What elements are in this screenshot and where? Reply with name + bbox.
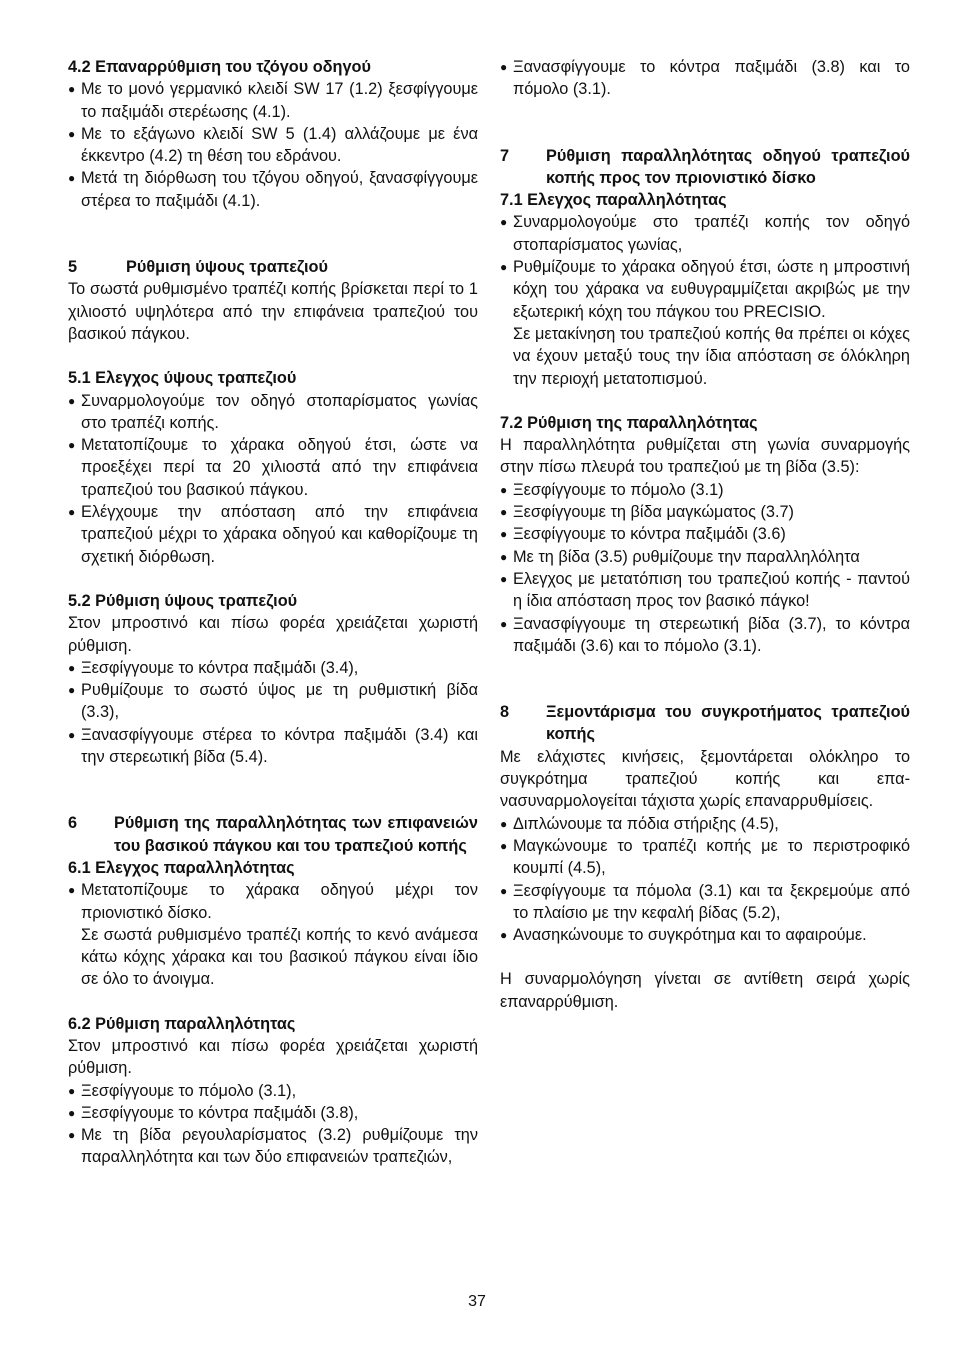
bullet-icon: ● [500,215,508,230]
list-item: ● Μαγκώνουμε το τραπέζι κοπής με το περιστροφικό κουμπί (4.5), [500,835,910,880]
paragraph: Στον μπροστινό και πίσω φορέα χρειάζεται χωριστή ρύθμιση. [68,1036,478,1078]
list-item: ● Ρυθμίζουμε το σωστό ύψος με τη ρυθμιστική βίδα (3.3), [68,679,478,724]
section-7-2-heading: 7.2 Ρύθμιση της παραλληλότητας [500,413,758,432]
list-item: ● Ρυθμίζουμε το χάρακα οδηγού έτσι, ώστε η μπροστινή κόχη του χάρακα να ευθυγραμμίζεται ακριβώς με την εξωτερική κόχη του πάγκου του PRECISIO. [500,256,910,323]
list-item: ● Ξεσφίγγουμε το πόμολο (3.1) [500,479,910,501]
section-7-heading [500,145,910,190]
paragraph: Το σωστά ρυθμισμένο τραπέζι κοπής βρίσκεται περί το 1 χιλιοστό υψηλότερα από την επιφάνεια τραπεζιού του βασικού πάγκου. [68,280,478,343]
bullet-icon: ● [68,883,76,898]
list-item: ● Ελέγχουμε την απόσταση από την επιφάνεια τραπεζιού μέχρι το χάρακα οδηγού και καθορίζουμε τη σχετική διόρθωση. [68,501,478,568]
list-item: ● Με το μονό γερμανικό κλειδί SW 17 (1.2) ξεσφίγγουμε το παξιμάδι στερέωσης (4.1). [68,78,478,123]
bullet-icon: ● [500,838,508,853]
bullet-icon: ● [500,816,508,831]
list-item: ● Συναρμολογούμε τον οδηγό στοπαρίσματος γωνίας στο τραπέζι κοπής. [68,390,478,435]
left-column [68,56,478,1169]
section-4-2-heading: 4.2 Επαναρρύθμιση του τζόγου οδηγού [68,58,371,76]
section-5-1-heading: 5.1 Ελεγχος ύψους τραπεζιού [68,369,297,388]
list-item: ● Διπλώνουμε τα πόδια στήριξης (4.5), [500,813,910,835]
list-item: ● Συναρμολογούμε στο τραπέζι κοπής τον οδηγό στοπαρίσματος γωνίας, [500,211,910,256]
bullet-icon: ● [68,683,76,698]
bullet-icon: ● [68,438,76,453]
bullet-icon: ● [500,505,508,520]
list-item: ● Ξανασφίγγουμε στέρεα το κόντρα παξιμάδι (3.4) και την στερεωτική βίδα (5.4). [68,724,478,769]
list-item: ● Ξανασφίγγουμε τη στερεωτική βίδα (3.7), το κόντρα παξιμάδι (3.6) και το πόμολο (3.1). [500,613,910,658]
bullet-icon: ● [68,1105,76,1120]
paragraph: Σε μετακίνηση του τραπεζιού κοπής θα πρέπει οι κόχες να έχουν μεταξύ τους την ίδια απόσταση σε όλόκληρη την περιοχή μετατοπισμού. [513,324,910,388]
list-item: ● Ξεσφίγγουμε το κόντρα παξιμάδι (3.4), [68,657,478,679]
list-item: ● Ξεσφίγγουμε τη βίδα μαγκώματος (3.7) [500,501,910,523]
paragraph: Με ελάχιστες κινήσεις, ξεμοντάρεται ολόκληρο το συγκρότημα τραπεζιού κοπής και επα-νασυναρμολογείται τάχιστα χωρίς επαναρρυθμίσεις. [500,747,910,811]
section-title: Ρύθμιση παραλληλότητας οδηγού τραπεζιού κοπής προς τον πριονιστικό δίσκο [546,146,910,187]
bullet-icon: ● [500,260,508,275]
section-6-1-heading: 6.1 Ελεγχος παραλληλότητας [68,858,295,877]
right-column [500,56,910,1013]
bullet-icon: ● [68,126,76,141]
section-number: 5 [68,258,78,277]
list-item: ● Μετατοπίζουμε το χάρακα οδηγού μέχρι τον πριονιστικό δίσκο. [68,879,478,924]
bullet-icon: ● [68,171,76,186]
section-number: 7 [500,146,510,165]
bullet-icon: ● [500,60,508,74]
bullet-icon: ● [500,928,508,943]
paragraph: Η συναρμολόγηση γίνεται σε αντίθετη σειρά χωρίς επαναρρύθμιση. [500,970,910,1011]
list-item: ● Με τη βίδα (3.5) ρυθμίζουμε την παραλληλόλητα [500,546,910,568]
paragraph: Σε σωστά ρυθμισμένο τραπέζι κοπής το κενό ανάμεσα κάτω κόχης χάρακα και του βασικού πάγκου είναι ίδιο σε όλο το άνοιγμα. [81,925,478,989]
bullet-icon: ● [68,1083,76,1098]
paragraph: Στον μπροστινό και πίσω φορέα χρειάζεται χωριστή ρύθμιση. [68,614,478,655]
section-5-heading [68,256,478,278]
list-item: ● Ανασηκώνουμε το συγκρότημα και το αφαιρούμε. [500,924,910,946]
bullet-icon: ● [68,660,76,675]
section-8-heading [500,701,910,746]
list-item: ● Μετατοπίζουμε το χάρακα οδηγού έτσι, ώστε να προεξέχει περί τα 20 χιλιοστά από την επιφάνεια τραπεζιού του βασικού πάγκου. [68,434,478,501]
list-item: ● Μετά τη διόρθωση του τζόγου οδηγού, ξανασφίγγουμε στέρεα το παξιμάδι (4.1). [68,167,478,212]
list-item: ● Ξεσφίγγουμε το κόντρα παξιμάδι (3.6) [500,523,910,545]
list-item: ● Με το εξάγωνο κλειδί SW 5 (1.4) αλλάζουμε με ένα έκκεντρο (4.2) τη θέση του εδράνου. [68,123,478,168]
section-number: 6 [68,814,78,833]
section-6-heading [68,812,478,857]
bullet-icon: ● [68,393,76,408]
page-number: 37 [468,1293,486,1310]
bullet-icon: ● [68,505,76,520]
bullet-icon: ● [500,549,508,564]
bullet-icon: ● [500,482,508,497]
list-item: ● Ξεσφίγγουμε το πόμολο (3.1), [68,1080,478,1102]
paragraph: Η παραλληλότητα ρυθμίζεται στη γωνία συναρμογής στην πίσω πλευρά του τραπεζιού με τη βίδα (3.5): [500,436,910,477]
bullet-icon: ● [500,883,508,898]
section-title: Ρύθμιση της παραλληλότητας των επιφανειών του βασικού πάγκου και του τραπεζιού κοπής [114,814,478,855]
list-item: ● Ξεσφίγγουμε το κόντρα παξιμάδι (3.8), [68,1102,478,1124]
bullet-icon: ● [500,616,508,631]
section-title: Ρύθμιση ύψους τραπεζιού [126,258,328,277]
section-number: 8 [500,703,510,722]
list-item: ● Ξανασφίγγουμε το κόντρα παξιμάδι (3.8) και το πόμολο (3.1). [500,56,910,101]
bullet-icon: ● [68,1128,76,1143]
bullet-icon: ● [68,82,76,97]
section-7-1-heading: 7.1 Ελεγχος παραλληλότητας [500,191,727,210]
bullet-icon: ● [500,571,508,586]
list-item: ● Ελεγχος με μετατόπιση του τραπεζιού κοπής - παντού η ίδια απόσταση προς τον βασικό πάγκο! [500,568,910,613]
list-item: ● Με τη βίδα ρεγουλαρίσματος (3.2) ρυθμίζουμε την παραλληλότητα και των δύο επιφανειών τραπεζιών, [68,1124,478,1169]
section-title: Ξεμοντάρισμα του συγκροτήματος τραπεζιού κοπής [546,703,910,744]
section-5-2-heading: 5.2 Ρύθμιση ύψους τραπεζιού [68,591,298,610]
bullet-icon: ● [68,727,76,742]
bullet-icon: ● [500,527,508,542]
list-item: ● Ξεσφίγγουμε τα πόμολα (3.1) και τα ξεκρεμούμε από το πλαίσιο με την κεφαλή βίδας (5.2), [500,880,910,925]
section-6-2-heading: 6.2 Ρύθμιση παραλληλότητας [68,1014,296,1033]
